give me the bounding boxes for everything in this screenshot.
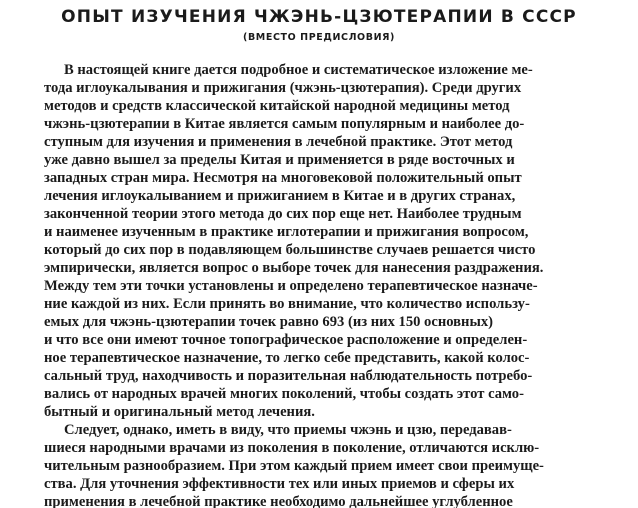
text-line: тода иглоукалывания и прижигания (чжэнь-цзютерапия). Среди других bbox=[44, 80, 522, 96]
page-subtitle: (ВМЕСТО ПРЕДИСЛОВИЯ) bbox=[243, 32, 395, 43]
text-line: сальный труд, находчивость и поразительная наблюдательность потребо- bbox=[44, 368, 533, 384]
text-line: чжэнь-цзютерапии в Китае является самым популярным и наиболее до- bbox=[44, 116, 525, 132]
text-line: емых для чжэнь-цзютерапии точек равно 693 (из них 150 основных) bbox=[44, 314, 494, 330]
text-line: эмпирически, является вопрос о выборе точек для нанесения раздражения. bbox=[44, 260, 544, 276]
text-line: ступным для изучения и применения в лечебной практике. Этот метод bbox=[44, 134, 513, 150]
text-line: Между тем эти точки установлены и определено терапевтическое назначе- bbox=[44, 278, 538, 294]
text-line: который до сих пор в подавляющем большинстве случаев решается чисто bbox=[44, 242, 536, 258]
text-line: Следует, однако, иметь в виду, что приемы чжэнь и цзю, передавав- bbox=[64, 422, 512, 438]
text-line: и что все они имеют точное топографическое расположение и определен- bbox=[44, 332, 528, 348]
text-line: чительным разнообразием. При этом каждый прием имеет свои преимуще- bbox=[44, 458, 544, 474]
text-line: В настоящей книге дается подробное и систематическое изложение ме- bbox=[64, 62, 533, 78]
text-line: вались от народных врачей многих поколений, чтобы создать этот само- bbox=[44, 386, 524, 402]
text-line: западных стран мира. Несмотря на многовековой положительный опыт bbox=[44, 170, 522, 186]
text-line: методов и средств классической китайской народной медицины метод bbox=[44, 98, 510, 114]
text-line: уже давно вышел за пределы Китая и применяется в ряде восточных и bbox=[44, 152, 515, 168]
text-line: применения в лечебной практике необходимо дальнейшее углубленное bbox=[44, 494, 513, 508]
text-line: и наименее изученным в практике иглотерапии и прижигания вопросом, bbox=[44, 224, 529, 240]
text-line: ное терапевтическое назначение, то легко себе представить, какой колос- bbox=[44, 350, 530, 366]
text-line: бытный и оригинальный метод лечения. bbox=[44, 404, 315, 420]
page-title: ОПЫТ ИЗУЧЕНИЯ ЧЖЭНЬ-ЦЗЮТЕРАПИИ В СССР bbox=[61, 7, 577, 27]
text-line: ние каждой из них. Если принять во внимание, что количество использу- bbox=[44, 296, 530, 312]
text-line: шиеся народными врачами из поколения в поколение, отличаются исклю- bbox=[44, 440, 540, 456]
text-line: законченной теории этого метода до сих пор еще нет. Наиболее трудным bbox=[44, 206, 522, 222]
text-line: ства. Для уточнения эффективности тех или иных приемов и сферы их bbox=[44, 476, 515, 492]
text-line: лечения иглоукалыванием и прижиганием в Китае и в других странах, bbox=[44, 188, 516, 204]
